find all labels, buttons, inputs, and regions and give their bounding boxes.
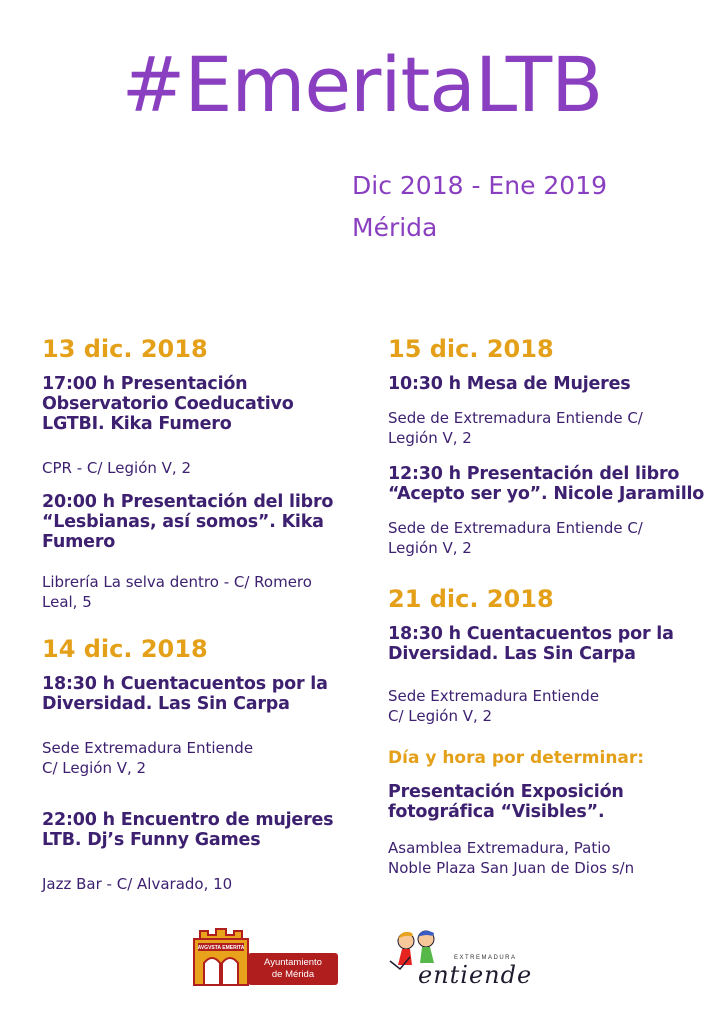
day-section: [42, 632, 352, 894]
entiende-region: EXTREMADURA: [454, 955, 517, 961]
event-item: [42, 374, 352, 478]
day-date: 15 dic. 2018: [388, 335, 554, 363]
city: Mérida: [352, 213, 438, 242]
event-title: 17:00 h Presentación Observatorio Coeducativo LGTBI. Kika Fumero: [42, 374, 294, 434]
ayuntamiento-label: [248, 953, 338, 985]
event-location: CPR - C/ Legión V, 2: [42, 459, 191, 477]
day-date: 13 dic. 2018: [42, 335, 208, 363]
event-location: Sede de Extremadura Entiende C/ Legión V, 2: [388, 409, 643, 447]
event-title: 18:30 h Cuentacuentos por la Diversidad. Las Sin Carpa: [42, 674, 328, 714]
day-section: [388, 582, 698, 726]
day-section: [388, 332, 705, 558]
page-title: #EmeritaLTB: [121, 40, 603, 129]
event-location: Asamblea Extremadura, Patio Noble Plaza San Juan de Dios s/n: [388, 839, 635, 877]
right-column: [388, 332, 705, 878]
event-period: [352, 168, 607, 248]
footer-logos: [0, 925, 724, 995]
rainbow-bridge-logo: [130, 156, 325, 242]
event-title: 12:30 h Presentación del libro “Acepto ser yo”. Nicole Jaramillo: [388, 464, 705, 504]
day-section: [42, 332, 352, 612]
ayuntamiento-merida-logo: [190, 925, 338, 987]
date-range: Dic 2018 - Ene 2019: [352, 171, 608, 200]
event-location: Sede Extremadura Entiende C/ Legión V, 2: [42, 739, 254, 777]
emblem-text: AVGVSTA EMERITA: [197, 945, 245, 951]
event-location: Jazz Bar - C/ Alvarado, 10: [42, 875, 233, 893]
event-title: 18:30 h Cuentacuentos por la Diversidad. Las Sin Carpa: [388, 624, 674, 664]
event-item: [42, 492, 352, 612]
event-title: 20:00 h Presentación del libro “Lesbianas, así somos”. Kika Fumero: [42, 492, 334, 552]
event-item: [42, 674, 352, 778]
left-column: [42, 332, 352, 894]
day-date: 14 dic. 2018: [42, 635, 208, 663]
ayuntamiento-line1: Ayuntamiento: [264, 957, 322, 968]
event-item: [388, 464, 705, 558]
tbd-label: Día y hora por determinar:: [388, 748, 645, 768]
event-location: Sede Extremadura Entiende C/ Legión V, 2: [388, 687, 600, 725]
ayuntamiento-line2: de Mérida: [271, 969, 315, 980]
extremadura-entiende-logo: [388, 925, 538, 989]
event-item: [42, 810, 352, 894]
event-title: 22:00 h Encuentro de mujeres LTB. Dj’s Funny Games: [42, 810, 334, 850]
tbd-section: [388, 748, 698, 878]
event-item: [388, 624, 698, 726]
event-title: Presentación Exposición fotográfica “Visibles”.: [388, 782, 624, 822]
event-item: [388, 374, 698, 448]
day-date: 21 dic. 2018: [388, 585, 554, 613]
entiende-wordmark: entiende: [418, 961, 533, 989]
event-location: Librería La selva dentro - C/ Romero Leal, 5: [42, 573, 312, 611]
city-gate-emblem-icon: [190, 925, 252, 987]
event-location: Sede de Extremadura Entiende C/ Legión V, 2: [388, 519, 643, 557]
event-title: 10:30 h Mesa de Mujeres: [388, 374, 631, 394]
